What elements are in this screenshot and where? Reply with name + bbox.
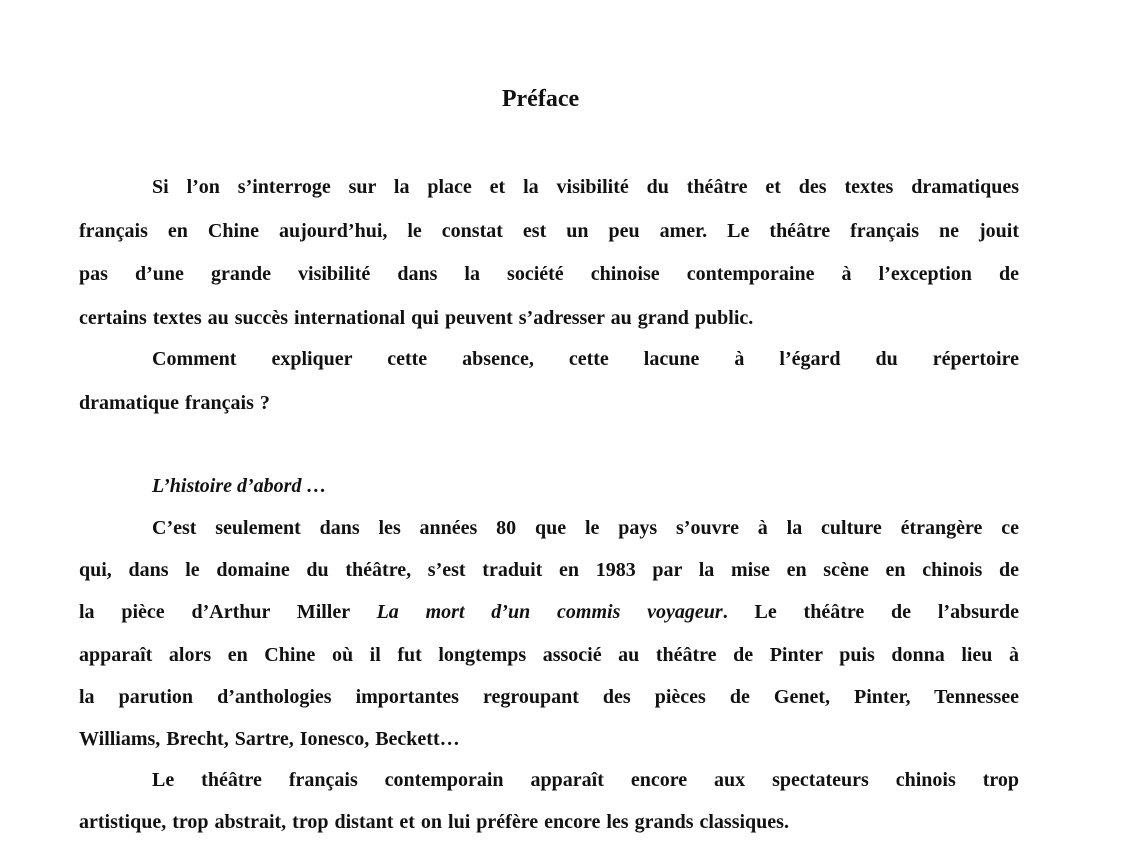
paragraph-3-line-5: la parution d’anthologies importantes regroupant des pièces de Genet, Pinter, Tennessee [79, 686, 1019, 708]
line-text-before-title: la pièce d’Arthur Miller [79, 601, 377, 623]
paragraph-3-line-1: C’est seulement dans les années 80 que le pays s’ouvre à la culture étrangère ce [152, 517, 1019, 539]
paragraph-3-line-3 [79, 591, 1019, 634]
paragraph-4-line-2: artistique, trop abstrait, trop distant et on lui préfère encore les grands classiques. [79, 811, 789, 833]
paragraph-3-line-2: qui, dans le domaine du théâtre, s’est traduit en 1983 par la mise en scène en chinois de [79, 559, 1019, 581]
paragraph-3-line-6: Williams, Brecht, Sartre, Ionesco, Beckett… [79, 728, 460, 750]
section-subheading: L’histoire d’abord … [152, 475, 327, 497]
play-title: La mort d’un commis voyageur [376, 601, 723, 623]
page-title: Préface [501, 86, 580, 112]
paragraph-3-line-4: apparaît alors en Chine où il fut longtemps associé au théâtre de Pinter puis donna lieu à [79, 644, 1019, 666]
paragraph-1-line-1: Si l’on s’interroge sur la place et la visibilité du théâtre et des textes dramatiques [152, 176, 1019, 198]
paragraph-1-line-4: certains textes au succès international qui peuvent s’adresser au grand public. [79, 307, 754, 329]
paragraph-2-line-1: Comment expliquer cette absence, cette lacune à l’égard du répertoire [152, 348, 1019, 370]
paragraph-4-line-1: Le théâtre français contemporain apparaît encore aux spectateurs chinois trop [152, 769, 1019, 791]
line-text-after-title: . Le théâtre de l’absurde [722, 601, 1019, 623]
paragraph-1-line-3: pas d’une grande visibilité dans la société chinoise contemporaine à l’exception de [79, 263, 1019, 285]
paragraph-1-line-2: français en Chine aujourd’hui, le constat est un peu amer. Le théâtre français ne jouit [79, 220, 1019, 242]
paragraph-2-line-2: dramatique français ? [79, 392, 270, 414]
